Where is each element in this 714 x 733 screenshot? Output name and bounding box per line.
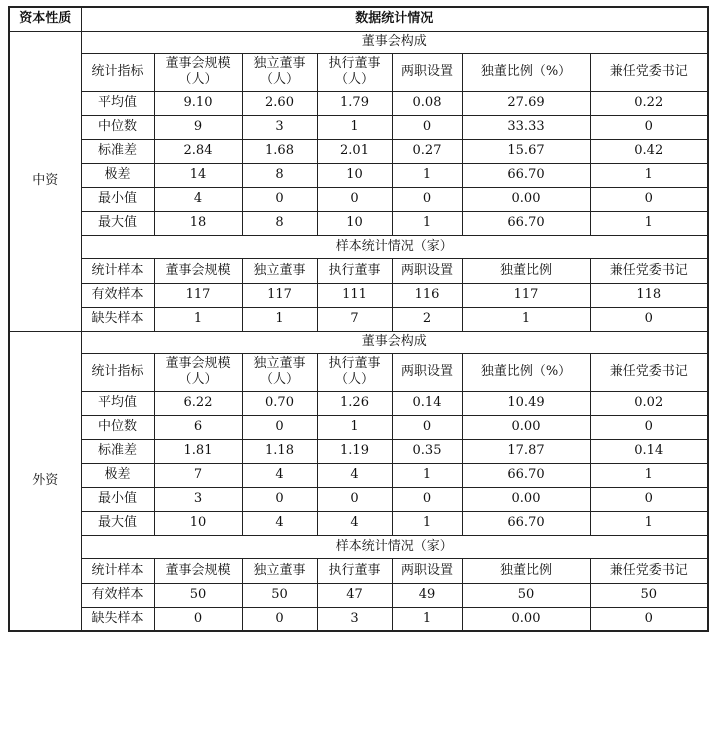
stat-column-header: 董事会规模（人） <box>154 353 242 391</box>
table-cell: 15.67 <box>462 139 590 163</box>
table-cell: 2.84 <box>154 139 242 163</box>
table-row <box>9 415 708 439</box>
table-cell: 0.00 <box>462 607 590 631</box>
table-row <box>9 439 708 463</box>
row-label: 中位数 <box>81 115 154 139</box>
row-label: 标准差 <box>81 139 154 163</box>
row-label: 极差 <box>81 463 154 487</box>
table-cell: 0 <box>392 187 462 211</box>
table-row <box>9 211 708 235</box>
stat-column-header: 独董比例（%） <box>462 353 590 391</box>
table-cell: 8 <box>242 163 317 187</box>
table-cell: 66.70 <box>462 163 590 187</box>
table-cell: 1.81 <box>154 439 242 463</box>
table-cell: 10 <box>154 511 242 535</box>
row-label: 平均值 <box>81 91 154 115</box>
table-cell: 50 <box>242 583 317 607</box>
table-cell: 0 <box>242 187 317 211</box>
sample-stats-title: 样本统计情况（家） <box>81 535 708 558</box>
table-cell: 4 <box>242 463 317 487</box>
table-cell: 0.00 <box>462 187 590 211</box>
table-cell: 0.22 <box>590 91 708 115</box>
table-cell: 10 <box>317 163 392 187</box>
stat-column-header: 统计指标 <box>81 353 154 391</box>
table-cell: 50 <box>590 583 708 607</box>
data-stats-header: 数据统计情况 <box>81 7 708 31</box>
sample-column-header: 统计样本 <box>81 258 154 283</box>
sample-column-header: 执行董事 <box>317 558 392 583</box>
table-cell: 0 <box>154 607 242 631</box>
table-cell: 0.14 <box>392 391 462 415</box>
table-row <box>9 115 708 139</box>
table-cell: 0.42 <box>590 139 708 163</box>
table-cell: 0.14 <box>590 439 708 463</box>
table-cell: 66.70 <box>462 463 590 487</box>
table-cell: 2 <box>392 307 462 331</box>
table-cell: 7 <box>154 463 242 487</box>
table-row <box>9 607 708 631</box>
capital-nature-header: 资本性质 <box>9 7 81 31</box>
stat-column-header: 统计指标 <box>81 53 154 91</box>
table-cell: 6.22 <box>154 391 242 415</box>
table-cell: 4 <box>317 463 392 487</box>
table-cell: 10 <box>317 211 392 235</box>
table-cell: 6 <box>154 415 242 439</box>
stat-column-header: 独立董事（人） <box>242 53 317 91</box>
sample-column-header: 兼任党委书记 <box>590 558 708 583</box>
table-cell: 1 <box>392 511 462 535</box>
stat-header-row <box>9 53 708 91</box>
table-cell: 0 <box>392 415 462 439</box>
stat-column-header: 两职设置 <box>392 353 462 391</box>
table-cell: 1 <box>590 211 708 235</box>
table-cell: 8 <box>242 211 317 235</box>
stat-column-header: 两职设置 <box>392 53 462 91</box>
table-cell: 14 <box>154 163 242 187</box>
table-cell: 1 <box>317 415 392 439</box>
board-statistics-table <box>8 6 709 632</box>
table-cell: 10.49 <box>462 391 590 415</box>
table-cell: 1.26 <box>317 391 392 415</box>
table-cell: 66.70 <box>462 211 590 235</box>
table-row <box>9 163 708 187</box>
table-cell: 0 <box>590 487 708 511</box>
table-cell: 1 <box>242 307 317 331</box>
table-cell: 9.10 <box>154 91 242 115</box>
sample-header-row <box>9 258 708 283</box>
table-cell: 1.19 <box>317 439 392 463</box>
sample-column-header: 独立董事 <box>242 558 317 583</box>
row-label: 中位数 <box>81 415 154 439</box>
table-cell: 18 <box>154 211 242 235</box>
table-cell: 0 <box>392 487 462 511</box>
table-cell: 1 <box>392 463 462 487</box>
row-label: 极差 <box>81 163 154 187</box>
table-cell: 0 <box>590 415 708 439</box>
table-cell: 1.68 <box>242 139 317 163</box>
sample-column-header: 执行董事 <box>317 258 392 283</box>
table-cell: 117 <box>242 283 317 307</box>
row-label: 有效样本 <box>81 583 154 607</box>
table-cell: 4 <box>242 511 317 535</box>
sample-header-row <box>9 558 708 583</box>
table-cell: 0.02 <box>590 391 708 415</box>
stat-column-header: 兼任党委书记 <box>590 353 708 391</box>
table-cell: 1 <box>317 115 392 139</box>
table-cell: 1.79 <box>317 91 392 115</box>
table-cell: 9 <box>154 115 242 139</box>
row-label: 缺失样本 <box>81 607 154 631</box>
table-cell: 3 <box>154 487 242 511</box>
table-cell: 0 <box>590 115 708 139</box>
sample-column-header: 独董比例 <box>462 258 590 283</box>
table-row <box>9 91 708 115</box>
table-cell: 17.87 <box>462 439 590 463</box>
board-title-row <box>9 31 708 53</box>
table-cell: 1 <box>392 163 462 187</box>
table-cell: 50 <box>154 583 242 607</box>
table-cell: 33.33 <box>462 115 590 139</box>
sample-column-header: 独董比例 <box>462 558 590 583</box>
table-cell: 1 <box>154 307 242 331</box>
table-cell: 118 <box>590 283 708 307</box>
table-cell: 0.70 <box>242 391 317 415</box>
table-row <box>9 187 708 211</box>
table-cell: 1 <box>590 163 708 187</box>
table-cell: 0 <box>590 607 708 631</box>
row-label: 标准差 <box>81 439 154 463</box>
sample-title-row <box>9 535 708 558</box>
table-cell: 4 <box>317 511 392 535</box>
table-cell: 0 <box>242 487 317 511</box>
table-row <box>9 139 708 163</box>
table-row <box>9 307 708 331</box>
table-cell: 1 <box>590 463 708 487</box>
table-cell: 0 <box>317 487 392 511</box>
stat-column-header: 独立董事（人） <box>242 353 317 391</box>
table-cell: 47 <box>317 583 392 607</box>
table-cell: 50 <box>462 583 590 607</box>
row-label: 有效样本 <box>81 283 154 307</box>
table-cell: 3 <box>317 607 392 631</box>
row-label: 最大值 <box>81 511 154 535</box>
stats-table-container <box>8 6 709 632</box>
table-cell: 116 <box>392 283 462 307</box>
table-cell: 66.70 <box>462 511 590 535</box>
table-cell: 1.18 <box>242 439 317 463</box>
row-label: 最小值 <box>81 187 154 211</box>
table-header-row <box>9 7 708 31</box>
table-cell: 1 <box>392 607 462 631</box>
sample-column-header: 统计样本 <box>81 558 154 583</box>
sample-stats-title: 样本统计情况（家） <box>81 235 708 258</box>
stat-column-header: 董事会规模（人） <box>154 53 242 91</box>
sample-column-header: 董事会规模 <box>154 258 242 283</box>
row-label: 最小值 <box>81 487 154 511</box>
stat-column-header: 执行董事（人） <box>317 353 392 391</box>
table-row <box>9 463 708 487</box>
table-row <box>9 391 708 415</box>
table-cell: 3 <box>242 115 317 139</box>
stat-column-header: 执行董事（人） <box>317 53 392 91</box>
table-cell: 1 <box>590 511 708 535</box>
table-cell: 0 <box>242 607 317 631</box>
table-row <box>9 283 708 307</box>
table-cell: 117 <box>154 283 242 307</box>
table-cell: 0 <box>590 187 708 211</box>
table-cell: 0.08 <box>392 91 462 115</box>
table-cell: 49 <box>392 583 462 607</box>
table-cell: 111 <box>317 283 392 307</box>
board-title-row <box>9 331 708 353</box>
capital-type-cell: 中资 <box>9 31 81 331</box>
sample-column-header: 独立董事 <box>242 258 317 283</box>
table-cell: 0.00 <box>462 415 590 439</box>
table-cell: 2.01 <box>317 139 392 163</box>
table-cell: 0.00 <box>462 487 590 511</box>
table-row <box>9 583 708 607</box>
table-cell: 1 <box>462 307 590 331</box>
stat-column-header: 独董比例（%） <box>462 53 590 91</box>
sample-column-header: 两职设置 <box>392 558 462 583</box>
capital-type-cell: 外资 <box>9 331 81 631</box>
sample-column-header: 兼任党委书记 <box>590 258 708 283</box>
sample-column-header: 董事会规模 <box>154 558 242 583</box>
row-label: 平均值 <box>81 391 154 415</box>
table-cell: 27.69 <box>462 91 590 115</box>
table-cell: 0.27 <box>392 139 462 163</box>
stat-header-row <box>9 353 708 391</box>
table-row <box>9 487 708 511</box>
sample-column-header: 两职设置 <box>392 258 462 283</box>
sample-title-row <box>9 235 708 258</box>
table-cell: 7 <box>317 307 392 331</box>
row-label: 最大值 <box>81 211 154 235</box>
table-cell: 0 <box>317 187 392 211</box>
stat-column-header: 兼任党委书记 <box>590 53 708 91</box>
table-cell: 1 <box>392 211 462 235</box>
table-cell: 117 <box>462 283 590 307</box>
board-composition-title: 董事会构成 <box>81 331 708 353</box>
table-cell: 0 <box>590 307 708 331</box>
table-cell: 0 <box>392 115 462 139</box>
table-row <box>9 511 708 535</box>
board-composition-title: 董事会构成 <box>81 31 708 53</box>
table-cell: 4 <box>154 187 242 211</box>
row-label: 缺失样本 <box>81 307 154 331</box>
table-cell: 2.60 <box>242 91 317 115</box>
table-cell: 0 <box>242 415 317 439</box>
table-cell: 0.35 <box>392 439 462 463</box>
